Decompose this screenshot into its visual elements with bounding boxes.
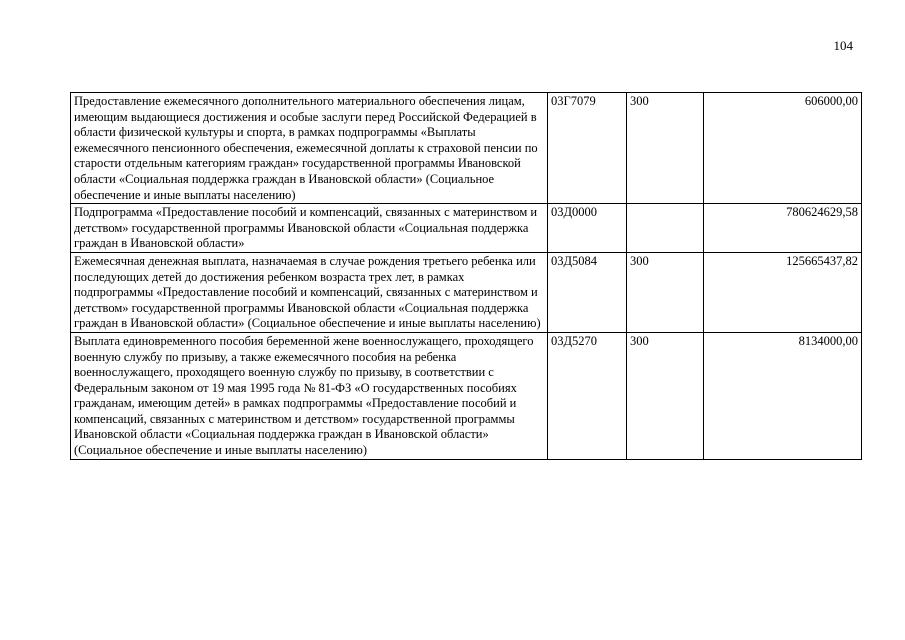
row-expense-type: 300	[627, 252, 704, 332]
row-amount: 8134000,00	[704, 332, 862, 459]
row-description: Подпрограмма «Предоставление пособий и компенсаций, связанных с материнством и детством» государственной программы Ивановской области «Социальная поддержка граждан в Ивановской области»	[71, 204, 548, 253]
row-expense-type: 300	[627, 93, 704, 204]
budget-table	[70, 92, 862, 460]
row-description: Выплата единовременного пособия беременной жене военнослужащего, проходящего военную службу по призыву, а также ежемесячного пособия на ребенка военнослужащего, проходящего военную службу по призыву, в соответствии с Федеральным законом от 19 мая 1995 года № 81-ФЗ «О государственных пособиях гражданам, имеющим детей» в рамках подпрограммы «Предоставление пособий и компенсаций, связанных с материнством и детством» государственной программы Ивановской области «Социальная поддержка граждан в Ивановской области» (Социальное обеспечение и иные выплаты населению)	[71, 332, 548, 459]
row-expense-type	[627, 204, 704, 253]
page-number: 104	[833, 38, 853, 53]
row-target-code: 03Д5084	[548, 252, 627, 332]
table-row	[71, 204, 862, 253]
row-amount: 125665437,82	[704, 252, 862, 332]
row-target-code: 03Г7079	[548, 93, 627, 204]
row-expense-type: 300	[627, 332, 704, 459]
row-amount: 606000,00	[704, 93, 862, 204]
row-target-code: 03Д5270	[548, 332, 627, 459]
row-target-code: 03Д0000	[548, 204, 627, 253]
table-row	[71, 93, 862, 204]
table-row	[71, 252, 862, 332]
row-description: Ежемесячная денежная выплата, назначаемая в случае рождения третьего ребенка или последующих детей до достижения ребенком возраста трех лет, в рамках подпрограммы «Предоставление пособий и компенсаций, связанных с материнством и детством» государственной программы Ивановской области «Социальная поддержка граждан в Ивановской области» (Социальное обеспечение и иные выплаты населению)	[71, 252, 548, 332]
row-amount: 780624629,58	[704, 204, 862, 253]
table-row	[71, 332, 862, 459]
row-description: Предоставление ежемесячного дополнительного материального обеспечения лицам, имеющим выдающиеся достижения и особые заслуги перед Российской Федерацией в области физической культуры и спорта, в рамках подпрограммы «Выплаты ежемесячного пенсионного обеспечения, ежемесячной доплаты к страховой пенсии по старости отдельным категориям граждан» государственной программы Ивановской области «Социальная поддержка граждан в Ивановской области» (Социальное обеспечение и иные выплаты населению)	[71, 93, 548, 204]
